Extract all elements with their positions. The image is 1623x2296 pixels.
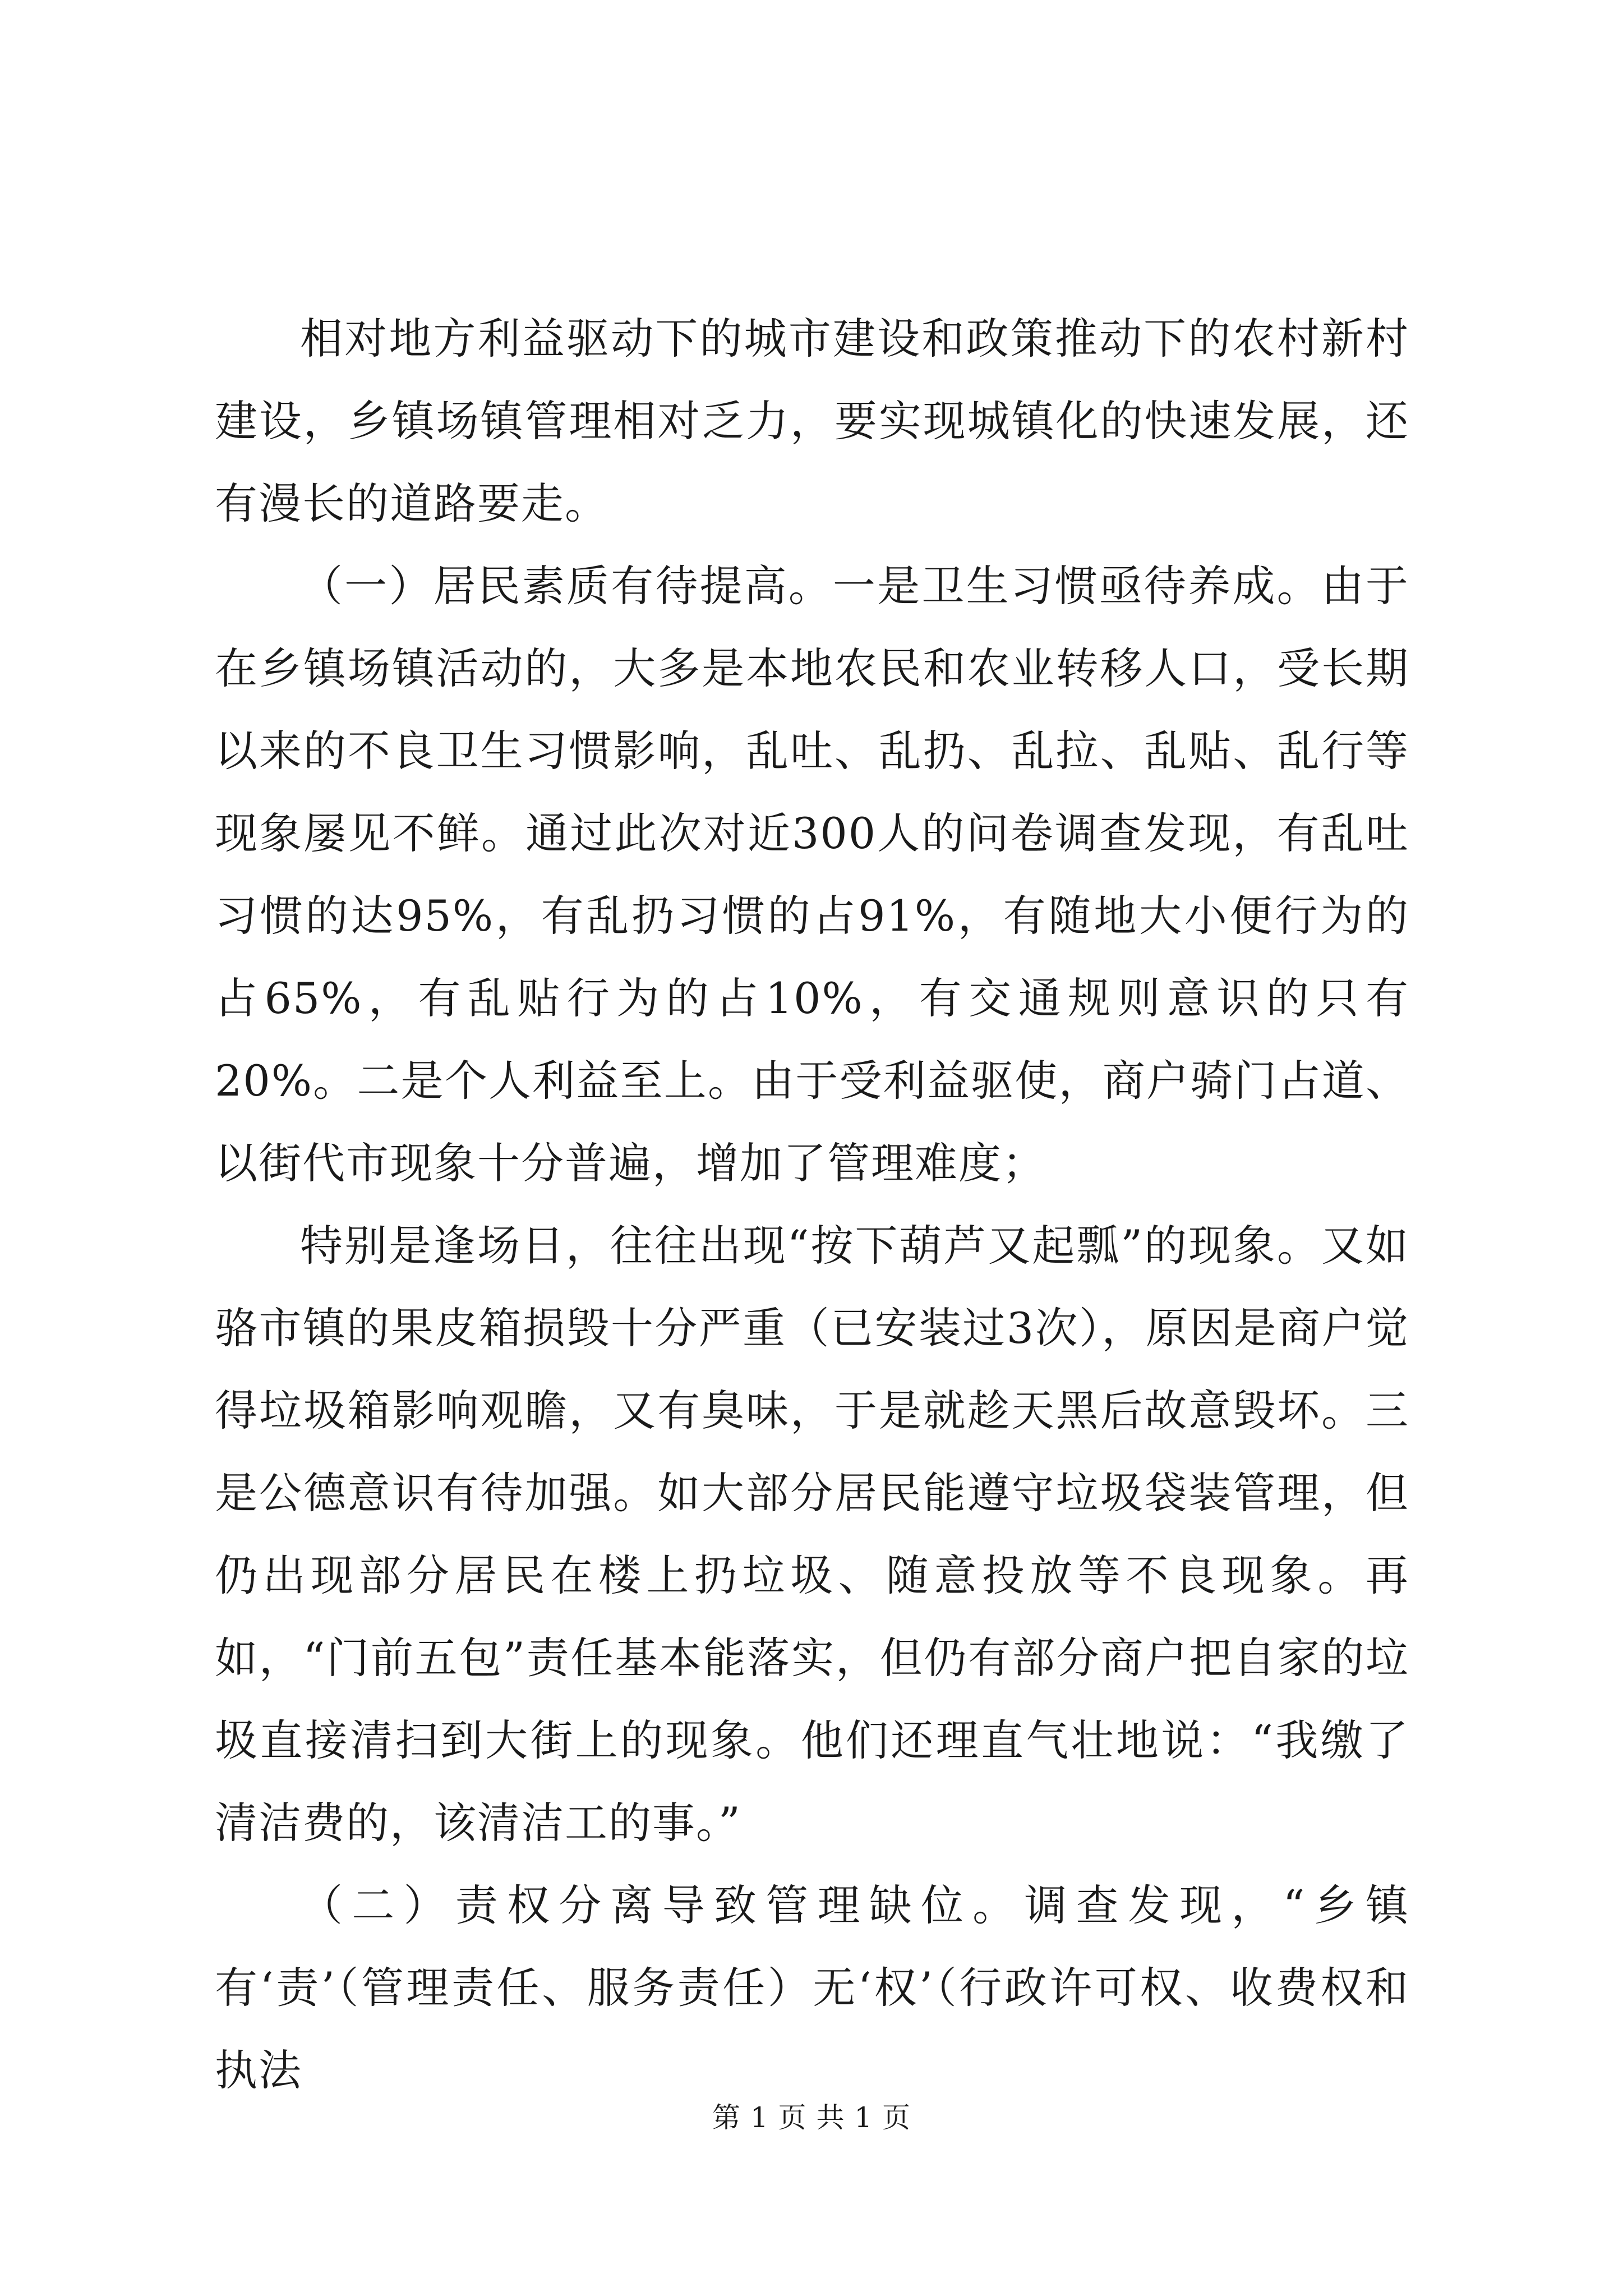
paragraph-section-2: （二）责权分离导致管理缺位。调查发现，“乡镇有‘责’（管理责任、服务责任）无‘权’（行政许可权、收费权和执法 (215, 1880, 1409, 2095)
page-footer: 第 1 页 共 1 页 (712, 2101, 911, 2134)
paragraph-section-1: （一）居民素质有待提高。一是卫生习惯亟待养成。由于在乡镇场镇活动的，大多是本地农民和农业转移人口，受长期以来的不良卫生习惯影响，乱吐、乱扔、乱拉、乱贴、乱行等现象屡见不鲜。通过此次对近300人的问卷调查发现，有乱吐习惯的达95%，有乱扔习惯的占91%，有随地大小便行为的占65%，有乱贴行为的占10%，有交通规则意识的只有20%。二是个人利益至上。由于受利益驱使，商户骑门占道、以街代市现象十分普遍，增加了管理难度； (215, 561, 1409, 1188)
paragraph-section-1-continued: 特别是逢场日，往往出现“按下葫芦又起瓢”的现象。又如骆市镇的果皮箱损毁十分严重（已安装过3次），原因是商户觉得垃圾箱影响观瞻，又有臭味，于是就趁天黑后故意毁坏。三是公德意识有待加强。如大部分居民能遵守垃圾袋装管理，但仍出现部分居民在楼上扔垃圾、随意投放等不良现象。再如，“门前五包”责任基本能落实，但仍有部分商户把自家的垃圾直接清扫到大街上的现象。他们还理直气壮地说：“我缴了清洁费的，该清洁工的事。” (215, 1221, 1409, 1848)
paragraph-intro: 相对地方利益驱动下的城市建设和政策推动下的农村新村建设，乡镇场镇管理相对乏力，要实现城镇化的快速发展，还有漫长的道路要走。 (215, 314, 1409, 528)
document-body (215, 297, 1409, 2111)
